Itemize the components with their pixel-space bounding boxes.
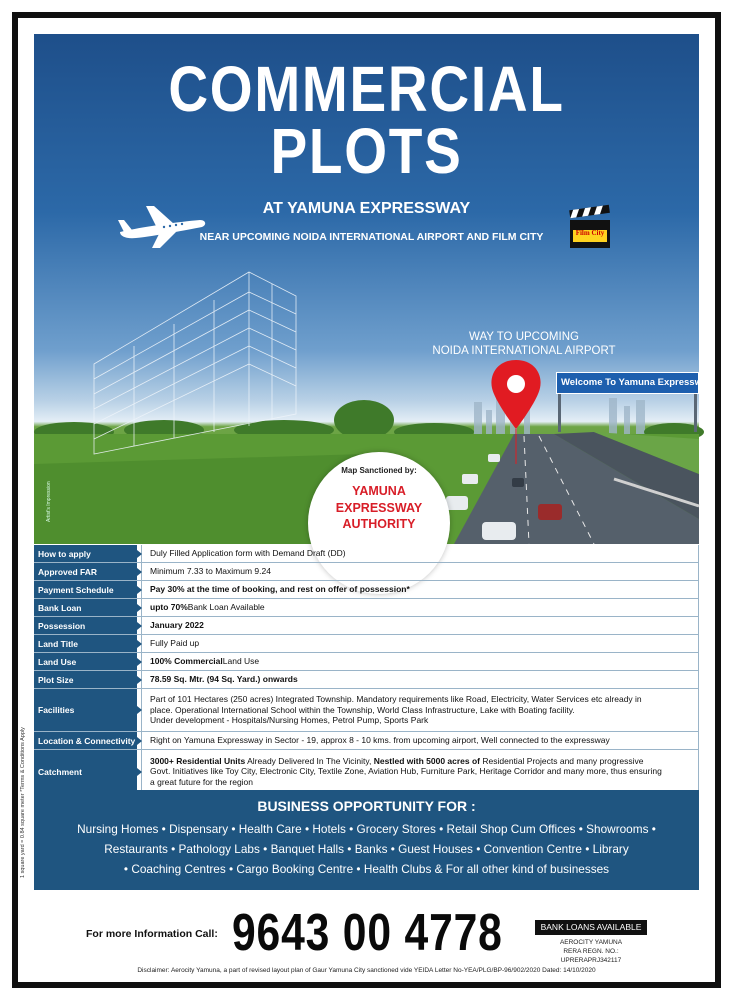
phone-number[interactable]: 9643 00 4778 bbox=[232, 904, 503, 962]
row-label: Payment Schedule bbox=[34, 581, 137, 598]
row-value-bold: 3000+ Residential Units bbox=[150, 755, 246, 766]
row-label: Land Use bbox=[34, 653, 137, 670]
row-value: January 2022 bbox=[141, 617, 699, 634]
row-value-bold: Nestled with 5000 acres of bbox=[373, 755, 481, 766]
disclaimer: Disclaimer: Aerocity Yamuna, a part of revised layout plan of Gaur Yamuna City sanctioned vide YEIDA Letter No-YEA/PLG/BP-96/902/2020 Dated: 14/10/2020 bbox=[137, 967, 596, 974]
row-value-line: Govt. Initiatives like Toy City, Electronic City, Textile Zone, Aviation Hub, Furniture Park, Heritage Corridor and many more, thus ensuring bbox=[150, 766, 662, 777]
table-row bbox=[34, 653, 699, 671]
row-value: Pay 30% at the time of booking, and rest on offer of possession* bbox=[141, 581, 699, 598]
row-value: Duly Filled Application form with Demand Draft (DD) bbox=[141, 545, 699, 562]
row-label: Facilities bbox=[34, 689, 137, 731]
map-sanction-label: Map Sanctioned by: bbox=[341, 466, 417, 475]
row-label: Land Title bbox=[34, 635, 137, 652]
row-value bbox=[141, 750, 699, 793]
location-subtitle: AT YAMUNA EXPRESSWAY bbox=[262, 200, 471, 217]
headline-line1: COMMERCIAL bbox=[168, 53, 565, 125]
hero-banner bbox=[34, 34, 715, 544]
more-info-label: For more Information Call: bbox=[86, 928, 218, 940]
road-sign: Welcome To Yamuna Expressway. bbox=[556, 372, 699, 394]
business-line: Restaurants • Pathology Labs • Banquet Halls • Banks • Guest Houses • Convention Centre • Library bbox=[104, 842, 629, 856]
film-city-label: Film City bbox=[575, 229, 605, 237]
business-line: • Coaching Centres • Cargo Booking Centre • Health Clubs & For all other kind of businesses bbox=[123, 862, 610, 876]
table-row bbox=[34, 617, 699, 635]
headline-line2: PLOTS bbox=[270, 115, 463, 187]
way-line2: NOIDA INTERNATIONAL AIRPORT bbox=[432, 345, 616, 357]
row-value-line bbox=[150, 756, 643, 767]
table-row bbox=[34, 689, 699, 732]
table-row bbox=[34, 732, 699, 750]
row-value-line: Part of 101 Hectares (250 acres) Integrated Township. Mandatory requirements like Road, Electricity, Water Services etc already in bbox=[150, 694, 642, 705]
row-label: Bank Loan bbox=[34, 599, 137, 616]
business-opportunity-panel bbox=[34, 790, 699, 890]
row-value-line: Under development - Hospitals/Nursing Homes, Petrol Pump, Sports Park bbox=[150, 715, 429, 726]
authority-line3: AUTHORITY bbox=[342, 517, 416, 531]
row-label: Possession bbox=[34, 617, 137, 634]
airport-direction bbox=[414, 330, 634, 358]
bank-loans-badge: BANK LOANS AVAILABLE bbox=[535, 920, 647, 935]
row-value-rest: Bank Loan Available bbox=[187, 602, 265, 613]
row-label: Plot Size bbox=[34, 671, 137, 688]
business-line: Nursing Homes • Dispensary • Health Care • Hotels • Grocery Stores • Retail Shop Cum Offices • Showrooms • bbox=[77, 822, 656, 836]
row-value bbox=[141, 653, 699, 670]
way-line1: WAY TO UPCOMING bbox=[469, 331, 579, 343]
row-value bbox=[141, 599, 699, 616]
table-row bbox=[34, 635, 699, 653]
table-row bbox=[34, 599, 699, 617]
row-label: Catchment bbox=[34, 750, 137, 793]
authority-line2: EXPRESSWAY bbox=[335, 500, 423, 515]
business-heading: BUSINESS OPPORTUNITY FOR : bbox=[257, 798, 476, 814]
row-value-rest: Already Delivered In The Vicinity, bbox=[245, 755, 374, 766]
row-value: Right on Yamuna Expressway in Sector - 19, approx 8 - 10 kms. from upcoming airport, Well connected to the expressway bbox=[141, 732, 699, 749]
row-value-line: a great future for the region bbox=[150, 776, 254, 787]
row-label: How to apply bbox=[34, 545, 137, 562]
table-row bbox=[34, 563, 699, 581]
row-value: Fully Paid up bbox=[141, 635, 699, 652]
project-name: AEROCITY YAMUNA bbox=[559, 939, 623, 946]
project-details-table bbox=[34, 545, 699, 794]
row-value-rest: Residential Projects and many progressive bbox=[480, 755, 644, 766]
row-value: 78.59 Sq. Mtr. (94 Sq. Yard.) onwards bbox=[141, 671, 699, 688]
row-value bbox=[141, 689, 699, 731]
film-clapper-icon bbox=[566, 206, 612, 252]
row-value-rest: Land Use bbox=[222, 656, 260, 667]
table-row bbox=[34, 671, 699, 689]
row-value-line: place. Operational International School within the Township, World Class Infrastructure, Lake with Boating facility. bbox=[150, 704, 575, 715]
row-label: Approved FAR bbox=[34, 563, 137, 580]
authority-line1: YAMUNA bbox=[352, 484, 406, 498]
terms-side-note: 1 square yard = 0.84 square meter *Terms & Conditions Apply bbox=[20, 727, 26, 878]
artist-impression-note: Artist's Impression bbox=[46, 481, 52, 522]
table-row bbox=[34, 750, 699, 794]
row-label: Location & Connectivity bbox=[34, 732, 137, 749]
authority-name bbox=[308, 483, 450, 533]
row-value: Minimum 7.33 to Maximum 9.24 bbox=[141, 563, 699, 580]
row-value-bold: 100% Commercial bbox=[150, 656, 223, 667]
rera-number: RERA REGN. NO.: UPRERAPRJ342117 bbox=[560, 948, 622, 964]
rera-info bbox=[535, 938, 647, 965]
table-row bbox=[34, 545, 699, 563]
landmark-subtitle: NEAR UPCOMING NOIDA INTERNATIONAL AIRPORT AND FILM CITY bbox=[199, 231, 544, 243]
row-value-bold: upto 70% bbox=[150, 602, 188, 613]
table-row bbox=[34, 581, 699, 599]
